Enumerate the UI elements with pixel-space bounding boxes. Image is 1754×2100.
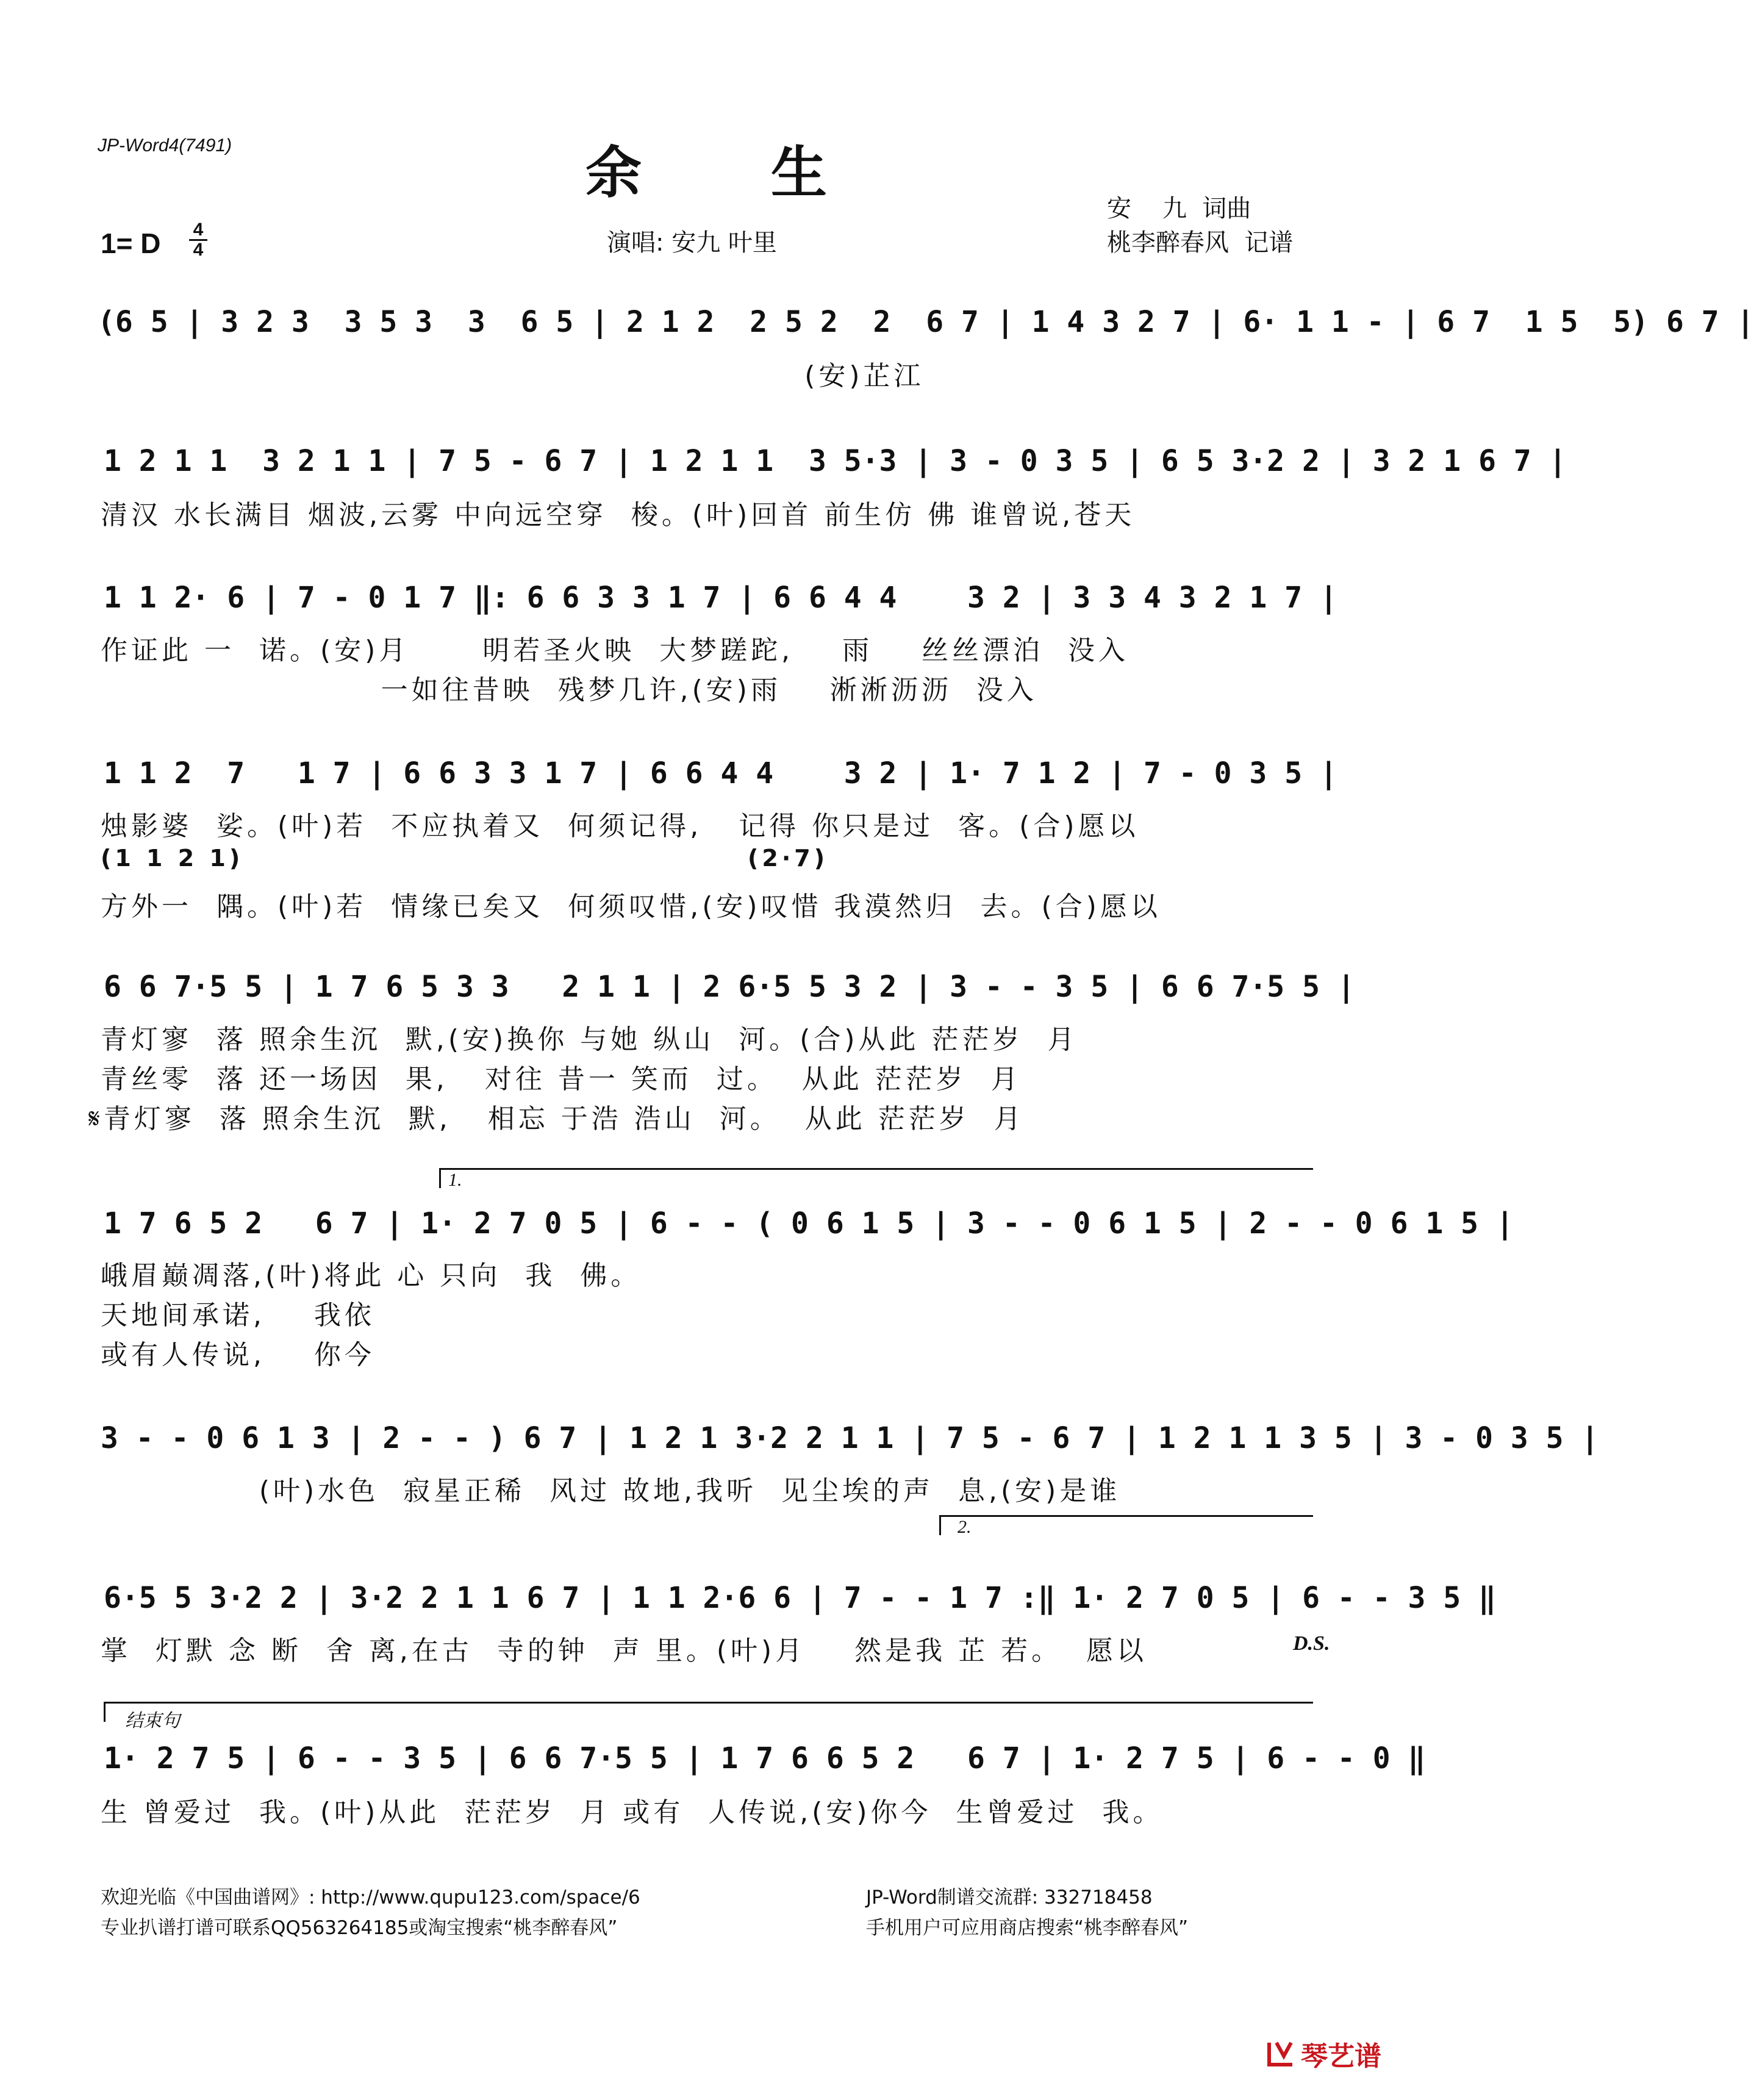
footer-search: 手机用户可应用商店搜索“桃李醉春风” (866, 1917, 1189, 1939)
notation-line-4: 1 1 2 7 1 7 | 6 6 3 3 1 7 | 6 6 4 4 3 2 | 1· 7 1 2 | 7 - 0 3 5 | (104, 756, 1337, 790)
lyric-line-1a: (安)芷江 (98, 360, 925, 392)
software-label: JP-Word4(7491) (98, 135, 232, 156)
lyric-line-3a: 作证此 一 诺。(安)月 明若圣火映 大梦蹉跎, 雨 丝丝漂泊 没入 (101, 635, 1129, 666)
notation-line-6: 1 7 6 5 2 6 7 | 1· 2 7 0 5 | 6 - - ( 0 6 1 5 | 3 - - 0 6 1 5 | 2 - - 0 6 1 5 | (104, 1206, 1514, 1241)
lyric-line-5c: 𝄋青灯寥 落 照余生沉 默, 相忘 于浩 浩山 河。 从此 茫茫岁 月 (88, 1103, 1025, 1134)
time-signature (189, 221, 207, 259)
brand-icon (1265, 2038, 1297, 2070)
notation-line-7: 3 - - 0 6 1 3 | 2 - - ) 6 7 | 1 2 1 3·2 2 1 1 | 7 5 - 6 7 | 1 2 1 1 3 5 | 3 - 0 3 5 | (101, 1421, 1599, 1455)
time-signature-top: 4 (189, 221, 207, 241)
lyric-line-2a: 清汉 水长满目 烟波,云雾 中向远空穿 梭。(叶)回首 前生仿 佛 谁曾说,苍天 (101, 500, 1136, 531)
lyric-line-7a: (叶)水色 寂星正稀 风过 故地,我听 见尘埃的声 息,(安)是谁 (101, 1475, 1121, 1507)
notation-line-5: 6 6 7·5 5 | 1 7 6 5 3 3 2 1 1 | 2 6·5 5 3 2 | 3 - - 3 5 | 6 6 7·5 5 | (104, 970, 1355, 1004)
footer-contact: 专业扒谱打谱可联系QQ563264185或淘宝搜索“桃李醉春风” (101, 1917, 618, 1939)
lyric-line-5a: 青灯寥 落 照余生沉 默,(安)换你 与她 纵山 河。(合)从此 茫茫岁 月 (101, 1024, 1078, 1055)
page-title: 余 生 (585, 140, 882, 206)
brand-name: 琴艺谱 (1301, 2041, 1381, 2072)
composer-credit: 安 九 词曲 (1107, 195, 1251, 223)
dal-segno-mark: D.S. (1293, 1632, 1330, 1655)
lyric-line-6a: 峨眉巅凋落,(叶)将此 心 只向 我 佛。 (101, 1260, 642, 1291)
lyric-line-6c: 或有人传说, 你今 (101, 1339, 375, 1371)
lyric-line-4a: 烛影婆 娑。(叶)若 不应执着又 何须记得, 记得 你只是过 客。(合)愿以 (101, 811, 1139, 842)
footer-website: 欢迎光临《中国曲谱网》: http://www.qupu123.com/space/6 (101, 1887, 640, 1908)
lyric-line-6b: 天地间承诺, 我依 (101, 1300, 375, 1331)
brand-logo (1265, 2034, 1381, 2073)
notation-line-9: 1· 2 7 5 | 6 - - 3 5 | 6 6 7·5 5 | 1 7 6 6 5 2 6 7 | 1· 2 7 5 | 6 - - 0 ‖ (104, 1741, 1426, 1776)
lyric-line-4b-variant-notes: (1 1 2 1) (2·7) (101, 845, 829, 872)
lyric-line-4c: 方外一 隅。(叶)若 情缘已矣又 何须叹惜,(安)叹惜 我漠然归 去。(合)愿以 (101, 891, 1161, 922)
coda-bracket (104, 1702, 1313, 1722)
volta-bracket-2 (939, 1515, 1313, 1535)
lyric-line-9a: 生 曾爱过 我。(叶)从此 茫茫岁 月 或有 人传说,(安)你今 生曾爱过 我。 (101, 1797, 1164, 1828)
notation-line-3: 1 1 2· 6 | 7 - 0 1 7 ‖: 6 6 3 3 1 7 | 6 6 4 4 3 2 | 3 3 4 3 2 1 7 | (104, 581, 1337, 615)
volta-label-2: 2. (958, 1517, 972, 1537)
singer-credit: 演唱: 安九 叶里 (607, 229, 777, 257)
volta-label-1: 1. (448, 1170, 462, 1190)
ending-label: 结束句 (125, 1711, 180, 1731)
notation-line-1: (6 5 | 3 2 3 3 5 3 3 6 5 | 2 1 2 2 5 2 2 6 7 | 1 4 3 2 7 | 6· 1 1 - | 6 7 1 5 5) 6 7 | (98, 305, 1754, 339)
lyric-line-5b: 青丝零 落 还一场因 果, 对往 昔一 笑而 过。 从此 茫茫岁 月 (101, 1064, 1022, 1095)
time-signature-bottom: 4 (193, 240, 204, 260)
lyric-line-8a: 掌 灯默 念 断 舍 离,在古 寺的钟 声 里。(叶)月 然是我 芷 若。 愿以 (101, 1635, 1148, 1666)
footer-group: JP-Word制谱交流群: 332718458 (866, 1887, 1153, 1908)
notation-line-2: 1 2 1 1 3 2 1 1 | 7 5 - 6 7 | 1 2 1 1 3 5·3 | 3 - 0 3 5 | 6 5 3·2 2 | 3 2 1 6 7 | (104, 444, 1567, 478)
key-signature: 1= D (101, 228, 161, 259)
lyric-line-3b: 一如往昔映 残梦几许,(安)雨 淅淅沥沥 没入 (101, 675, 1037, 706)
transcriber-credit: 桃李醉春风 记谱 (1107, 229, 1294, 257)
notation-line-8: 6·5 5 3·2 2 | 3·2 2 1 1 6 7 | 1 1 2·6 6 | 7 - - 1 7 :‖ 1· 2 7 0 5 | 6 - - 3 5 ‖ (104, 1581, 1496, 1615)
volta-bracket-1 (439, 1168, 1313, 1188)
